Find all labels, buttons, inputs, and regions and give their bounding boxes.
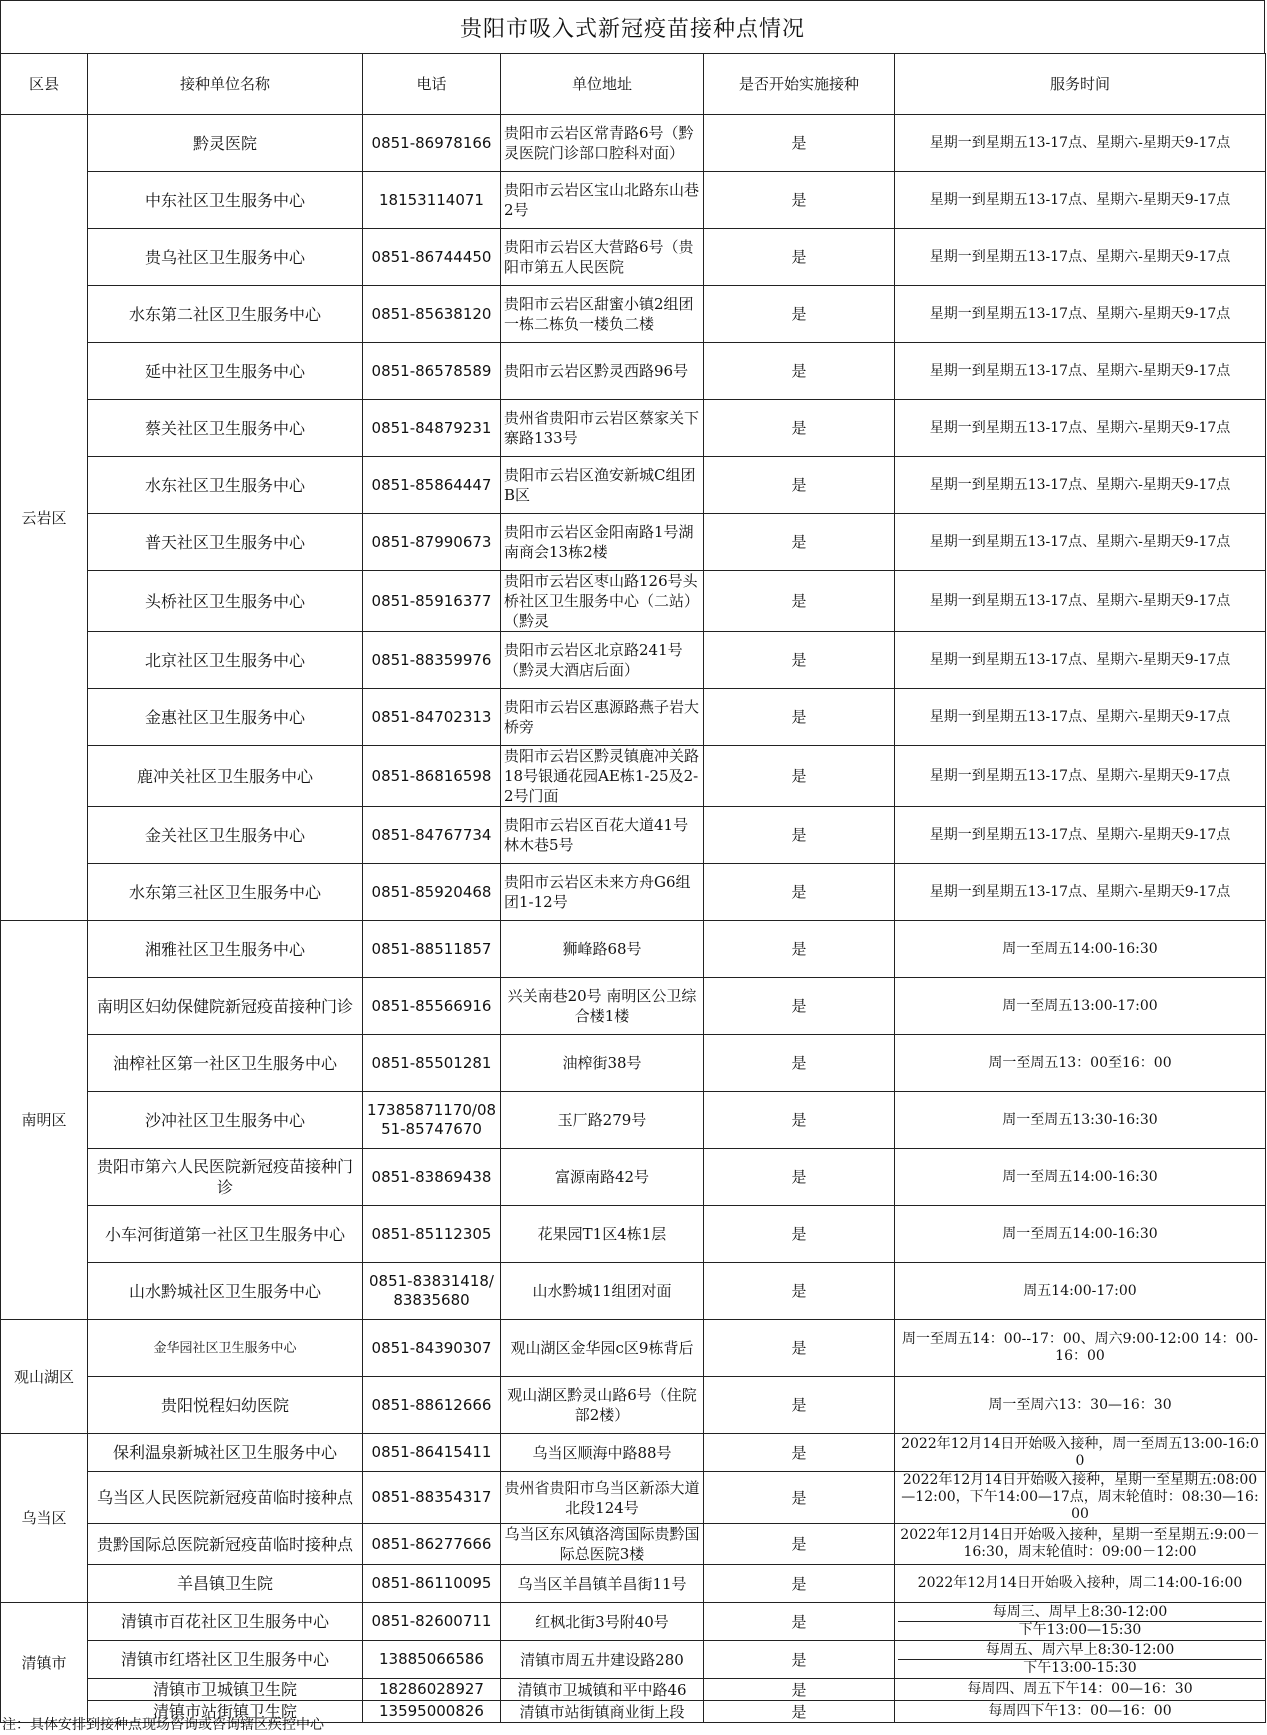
- service-time-cell: 星期一到星期五13-17点、星期六-星期天9-17点: [895, 632, 1266, 689]
- address-cell: 花果园T1区4栋1层: [501, 1206, 704, 1263]
- started-cell: 是: [704, 921, 895, 978]
- started-cell: 是: [704, 1320, 895, 1377]
- address-cell: 贵阳市云岩区常青路6号（黔灵医院门诊部口腔科对面）: [501, 115, 704, 172]
- started-cell: 是: [704, 1149, 895, 1206]
- service-time-cell: 周一至周六13：30—16：30: [895, 1377, 1266, 1434]
- table-row: [1, 571, 1266, 632]
- address-cell: 贵阳市云岩区大营路6号（贵阳市第五人民医院: [501, 229, 704, 286]
- unit-name-cell: 羊昌镇卫生院: [88, 1565, 363, 1603]
- table-row: [1, 1603, 1266, 1641]
- phone-cell: 0851-85920468: [363, 864, 501, 921]
- started-cell: 是: [704, 689, 895, 746]
- started-cell: 是: [704, 1701, 895, 1723]
- service-time-cell: 2022年12月14日开始吸入接种，周二14:00-16:00: [895, 1565, 1266, 1603]
- table-row: [1, 921, 1266, 978]
- address-cell: 油榨街38号: [501, 1035, 704, 1092]
- table-row: [1, 1206, 1266, 1263]
- phone-cell: 0851-86110095: [363, 1565, 501, 1603]
- phone-cell: 0851-86415411: [363, 1434, 501, 1472]
- phone-cell: 0851-87990673: [363, 514, 501, 571]
- service-time-cell: 2022年12月14日开始吸入接种，星期一至星期五:08:00—12:00，下午14:00—17点，周末轮值时：08:30—16:00: [895, 1472, 1266, 1524]
- started-cell: 是: [704, 746, 895, 807]
- phone-cell: 0851-86978166: [363, 115, 501, 172]
- phone-cell: 0851-88612666: [363, 1377, 501, 1434]
- service-time-cell: 周一至周五13:00-17:00: [895, 978, 1266, 1035]
- unit-name-cell: 中东社区卫生服务中心: [88, 172, 363, 229]
- table-row: [1, 1565, 1266, 1603]
- header-service-time: 服务时间: [895, 54, 1266, 115]
- unit-name-cell: 贵乌社区卫生服务中心: [88, 229, 363, 286]
- address-cell: 清镇市站街镇商业街上段: [501, 1701, 704, 1723]
- address-cell: 兴关南巷20号 南明区公卫综合楼1楼: [501, 978, 704, 1035]
- table-row: [1, 1472, 1266, 1524]
- started-cell: 是: [704, 457, 895, 514]
- service-time-cell: 星期一到星期五13-17点、星期六-星期天9-17点: [895, 343, 1266, 400]
- service-time-cell: 2022年12月14日开始吸入接种，星期一至星期五:9:00－16:30，周末轮值时：09:00－12:00: [895, 1524, 1266, 1565]
- started-cell: 是: [704, 978, 895, 1035]
- phone-cell: 0851-85112305: [363, 1206, 501, 1263]
- district-cell: 观山湖区: [1, 1320, 88, 1434]
- footnote: 注：具体安排到接种点现场咨询或咨询辖区疾控中心: [2, 1717, 324, 1733]
- unit-name-cell: 清镇市卫城镇卫生院: [88, 1679, 363, 1701]
- phone-cell: 18286028927: [363, 1679, 501, 1701]
- phone-cell: 0851-86816598: [363, 746, 501, 807]
- table-row: [1, 514, 1266, 571]
- started-cell: 是: [704, 864, 895, 921]
- unit-name-cell: 贵阳市第六人民医院新冠疫苗接种门诊: [88, 1149, 363, 1206]
- unit-name-cell: 蔡关社区卫生服务中心: [88, 400, 363, 457]
- phone-cell: 0851-88354317: [363, 1472, 501, 1524]
- started-cell: 是: [704, 514, 895, 571]
- address-cell: 狮峰路68号: [501, 921, 704, 978]
- table-row: [1, 978, 1266, 1035]
- service-time-cell: 每周四、周五下午14：00—16：30: [895, 1679, 1266, 1701]
- address-cell: 贵阳市云岩区甜蜜小镇2组团一栋二栋负一楼负二楼: [501, 286, 704, 343]
- address-cell: 贵州省贵阳市乌当区新添大道北段124号: [501, 1472, 704, 1524]
- started-cell: 是: [704, 1377, 895, 1434]
- service-time-cell: 星期一到星期五13-17点、星期六-星期天9-17点: [895, 457, 1266, 514]
- phone-cell: 17385871170/0851-85747670: [363, 1092, 501, 1149]
- phone-cell: 0851-84390307: [363, 1320, 501, 1377]
- service-time-cell: 周五14:00-17:00: [895, 1263, 1266, 1320]
- address-cell: 贵阳市云岩区百花大道41号林木巷5号: [501, 807, 704, 864]
- address-cell: 贵阳市云岩区渔安新城C组团B区: [501, 457, 704, 514]
- unit-name-cell: 头桥社区卫生服务中心: [88, 571, 363, 632]
- unit-name-cell: 清镇市红塔社区卫生服务中心: [88, 1641, 363, 1679]
- unit-name-cell: 保利温泉新城社区卫生服务中心: [88, 1434, 363, 1472]
- phone-cell: 0851-82600711: [363, 1603, 501, 1641]
- service-time-cell: 星期一到星期五13-17点、星期六-星期天9-17点: [895, 286, 1266, 343]
- service-time-cell: 周一至周五13：00至16：00: [895, 1035, 1266, 1092]
- header-address: 单位地址: [501, 54, 704, 115]
- started-cell: 是: [704, 286, 895, 343]
- table-row: [1, 689, 1266, 746]
- phone-cell: 0851-84702313: [363, 689, 501, 746]
- unit-name-cell: 贵阳悦程妇幼医院: [88, 1377, 363, 1434]
- service-time-cell: 星期一到星期五13-17点、星期六-星期天9-17点: [895, 571, 1266, 632]
- started-cell: 是: [704, 1565, 895, 1603]
- address-cell: 贵阳市云岩区枣山路126号头桥社区卫生服务中心（二站）（黔灵: [501, 571, 704, 632]
- header-started: 是否开始实施接种: [704, 54, 895, 115]
- header-phone: 电话: [363, 54, 501, 115]
- table-row: [1, 1092, 1266, 1149]
- unit-name-cell: 黔灵医院: [88, 115, 363, 172]
- phone-cell: 0851-83869438: [363, 1149, 501, 1206]
- address-cell: 清镇市卫城镇和平中路46: [501, 1679, 704, 1701]
- address-cell: 贵阳市云岩区未来方舟G6组团1-12号: [501, 864, 704, 921]
- address-cell: 乌当区顺海中路88号: [501, 1434, 704, 1472]
- unit-name-cell: 清镇市站街镇卫生院: [88, 1701, 363, 1723]
- phone-cell: 0851-86578589: [363, 343, 501, 400]
- phone-cell: 0851-85864447: [363, 457, 501, 514]
- unit-name-cell: 油榨社区第一社区卫生服务中心: [88, 1035, 363, 1092]
- service-time-cell: 星期一到星期五13-17点、星期六-星期天9-17点: [895, 229, 1266, 286]
- service-time-cell: [895, 1641, 1266, 1679]
- phone-cell: 0851-86277666: [363, 1524, 501, 1565]
- document-title: 贵阳市吸入式新冠疫苗接种点情况: [0, 0, 1265, 54]
- table-row: [1, 1679, 1266, 1701]
- service-time-cell: 周一至周五14:00-16:30: [895, 921, 1266, 978]
- phone-cell: 0851-84879231: [363, 400, 501, 457]
- service-time-cell: 2022年12月14日开始吸入接种，周一至周五13:00-16:00: [895, 1434, 1266, 1472]
- table-row: [1, 457, 1266, 514]
- address-cell: 观山湖区金华园c区9栋背后: [501, 1320, 704, 1377]
- table-row: [1, 229, 1266, 286]
- phone-cell: 18153114071: [363, 172, 501, 229]
- phone-cell: 0851-85638120: [363, 286, 501, 343]
- started-cell: 是: [704, 1434, 895, 1472]
- address-cell: 贵阳市云岩区金阳南路1号湖南商会13栋2楼: [501, 514, 704, 571]
- address-cell: 富源南路42号: [501, 1149, 704, 1206]
- address-cell: 乌当区羊昌镇羊昌街11号: [501, 1565, 704, 1603]
- table-row: [1, 1035, 1266, 1092]
- address-cell: 玉厂路279号: [501, 1092, 704, 1149]
- service-time-cell: 每周四下午13：00—16：00: [895, 1701, 1266, 1723]
- phone-cell: 0851-83831418/83835680: [363, 1263, 501, 1320]
- phone-cell: 0851-86744450: [363, 229, 501, 286]
- service-time-line: 下午13:00-15:30: [898, 1659, 1262, 1677]
- service-time-cell: 星期一到星期五13-17点、星期六-星期天9-17点: [895, 864, 1266, 921]
- unit-name-cell: 贵黔国际总医院新冠疫苗临时接种点: [88, 1524, 363, 1565]
- service-time-cell: 星期一到星期五13-17点、星期六-星期天9-17点: [895, 172, 1266, 229]
- table-row: [1, 343, 1266, 400]
- unit-name-cell: 乌当区人民医院新冠疫苗临时接种点: [88, 1472, 363, 1524]
- unit-name-cell: 水东社区卫生服务中心: [88, 457, 363, 514]
- unit-name-cell: 金关社区卫生服务中心: [88, 807, 363, 864]
- table-row: [1, 1377, 1266, 1434]
- table-row: [1, 807, 1266, 864]
- unit-name-cell: 水东第三社区卫生服务中心: [88, 864, 363, 921]
- table-row: [1, 286, 1266, 343]
- unit-name-cell: 清镇市百花社区卫生服务中心: [88, 1603, 363, 1641]
- vaccination-sites-table: [0, 53, 1266, 1723]
- started-cell: 是: [704, 571, 895, 632]
- table-row: [1, 400, 1266, 457]
- service-time-cell: [895, 1603, 1266, 1641]
- table-row: [1, 632, 1266, 689]
- phone-cell: 0851-88359976: [363, 632, 501, 689]
- district-cell: 乌当区: [1, 1434, 88, 1603]
- table-row: [1, 1434, 1266, 1472]
- phone-cell: 13595000826: [363, 1701, 501, 1723]
- started-cell: 是: [704, 1472, 895, 1524]
- address-cell: 乌当区东风镇洛湾国际贵黔国际总医院3楼: [501, 1524, 704, 1565]
- table-row: [1, 864, 1266, 921]
- address-cell: 红枫北街3号附40号: [501, 1603, 704, 1641]
- service-time-cell: 星期一到星期五13-17点、星期六-星期天9-17点: [895, 115, 1266, 172]
- unit-name-cell: 普天社区卫生服务中心: [88, 514, 363, 571]
- started-cell: 是: [704, 115, 895, 172]
- unit-name-cell: 水东第二社区卫生服务中心: [88, 286, 363, 343]
- service-time-cell: 星期一到星期五13-17点、星期六-星期天9-17点: [895, 514, 1266, 571]
- service-time-line: 每周三、周早上8:30-12:00: [992, 1604, 1168, 1620]
- started-cell: 是: [704, 1035, 895, 1092]
- service-time-line: 下午13:00—15:30: [898, 1621, 1262, 1639]
- header-district: 区县: [1, 54, 88, 115]
- address-cell: 贵阳市云岩区黔灵西路96号: [501, 343, 704, 400]
- address-cell: 山水黔城11组团对面: [501, 1263, 704, 1320]
- table-row: [1, 1149, 1266, 1206]
- table-row: [1, 1263, 1266, 1320]
- unit-name-cell: 湘雅社区卫生服务中心: [88, 921, 363, 978]
- unit-name-cell: 沙冲社区卫生服务中心: [88, 1092, 363, 1149]
- started-cell: 是: [704, 229, 895, 286]
- started-cell: 是: [704, 172, 895, 229]
- address-cell: 贵州省贵阳市云岩区蔡家关下寨路133号: [501, 400, 704, 457]
- started-cell: 是: [704, 1524, 895, 1565]
- started-cell: 是: [704, 1641, 895, 1679]
- unit-name-cell: 山水黔城社区卫生服务中心: [88, 1263, 363, 1320]
- table-row: [1, 746, 1266, 807]
- started-cell: 是: [704, 1603, 895, 1641]
- started-cell: 是: [704, 1263, 895, 1320]
- phone-cell: 0851-84767734: [363, 807, 501, 864]
- unit-name-cell: 金惠社区卫生服务中心: [88, 689, 363, 746]
- started-cell: 是: [704, 343, 895, 400]
- table-header-row: [1, 54, 1266, 115]
- unit-name-cell: 金华园社区卫生服务中心: [88, 1320, 363, 1377]
- table-row: [1, 115, 1266, 172]
- phone-cell: 0851-88511857: [363, 921, 501, 978]
- table-row: [1, 1524, 1266, 1565]
- address-cell: 贵阳市云岩区北京路241号（黔灵大酒店后面）: [501, 632, 704, 689]
- service-time-cell: 周一至周五14:00-16:30: [895, 1206, 1266, 1263]
- service-time-cell: 星期一到星期五13-17点、星期六-星期天9-17点: [895, 746, 1266, 807]
- unit-name-cell: 北京社区卫生服务中心: [88, 632, 363, 689]
- service-time-cell: 星期一到星期五13-17点、星期六-星期天9-17点: [895, 807, 1266, 864]
- district-cell: 云岩区: [1, 115, 88, 921]
- service-time-cell: 周一至周五14：00--17：00、周六9:00-12:00 14：00-16：00: [895, 1320, 1266, 1377]
- address-cell: 清镇市周五井建设路280: [501, 1641, 704, 1679]
- service-time-line: 每周五、周六早上8:30-12:00: [985, 1642, 1175, 1658]
- started-cell: 是: [704, 400, 895, 457]
- address-cell: 观山湖区黔灵山路6号（住院部2楼）: [501, 1377, 704, 1434]
- phone-cell: 0851-85501281: [363, 1035, 501, 1092]
- phone-cell: 13885066586: [363, 1641, 501, 1679]
- started-cell: 是: [704, 632, 895, 689]
- district-cell: 清镇市: [1, 1603, 88, 1723]
- started-cell: 是: [704, 807, 895, 864]
- service-time-cell: 星期一到星期五13-17点、星期六-星期天9-17点: [895, 400, 1266, 457]
- service-time-cell: 周一至周五14:00-16:30: [895, 1149, 1266, 1206]
- unit-name-cell: 鹿冲关社区卫生服务中心: [88, 746, 363, 807]
- service-time-cell: 星期一到星期五13-17点、星期六-星期天9-17点: [895, 689, 1266, 746]
- started-cell: 是: [704, 1679, 895, 1701]
- table-row: [1, 1641, 1266, 1679]
- phone-cell: 0851-85916377: [363, 571, 501, 632]
- unit-name-cell: 南明区妇幼保健院新冠疫苗接种门诊: [88, 978, 363, 1035]
- started-cell: 是: [704, 1092, 895, 1149]
- address-cell: 贵阳市云岩区惠源路燕子岩大桥旁: [501, 689, 704, 746]
- unit-name-cell: 小车河街道第一社区卫生服务中心: [88, 1206, 363, 1263]
- address-cell: 贵阳市云岩区宝山北路东山巷2号: [501, 172, 704, 229]
- service-time-cell: 周一至周五13:30-16:30: [895, 1092, 1266, 1149]
- phone-cell: 0851-85566916: [363, 978, 501, 1035]
- address-cell: 贵阳市云岩区黔灵镇鹿冲关路18号银通花园AE栋1-25及2-2号门面: [501, 746, 704, 807]
- header-unit-name: 接种单位名称: [88, 54, 363, 115]
- table-row: [1, 172, 1266, 229]
- started-cell: 是: [704, 1206, 895, 1263]
- district-cell: 南明区: [1, 921, 88, 1320]
- table-row: [1, 1320, 1266, 1377]
- unit-name-cell: 延中社区卫生服务中心: [88, 343, 363, 400]
